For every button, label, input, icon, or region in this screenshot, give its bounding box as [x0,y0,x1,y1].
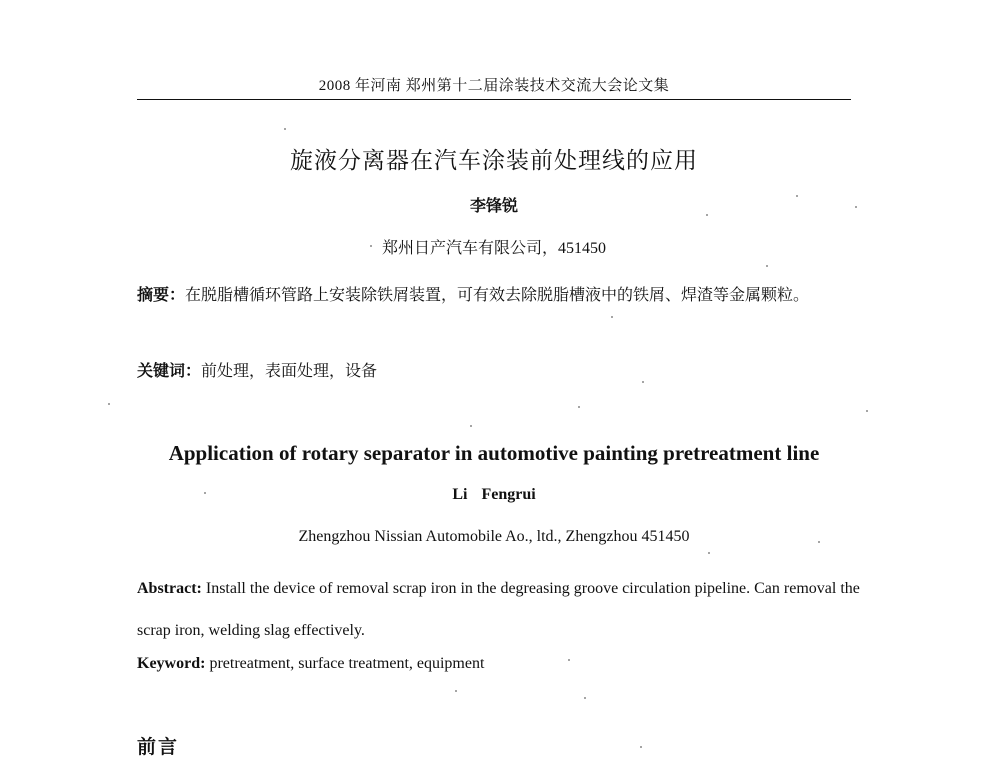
scan-speck [370,245,372,247]
scan-speck [108,403,110,405]
chinese-abstract-text: 在脱脂槽循环管路上安装除铁屑装置，可有效去除脱脂槽液中的铁屑、焊渣等金属颗粒。 [185,287,810,304]
scan-speck [611,316,613,318]
english-abstract-text: Install the device of removal scrap iron in the degreasing groove circulation pipeline. Can removal the scrap iron, welding slag effectively. [137,580,860,639]
english-abstract-label: Abstract: [137,580,202,597]
scan-speck [204,492,206,494]
scan-speck [818,541,820,543]
chinese-author: 李锋锐 [469,198,518,215]
scan-speck [568,659,570,661]
english-keywords-label: Keyword: [137,655,206,672]
english-title: Application of rotary separator in automotive painting pretreatment line [168,441,820,465]
chinese-title: 旋液分离器在汽车涂装前处理线的应用 [290,148,698,173]
chinese-keywords-label: 关键词： [137,363,202,380]
scan-speck [708,552,710,554]
scan-speck [706,214,708,216]
scan-speck [455,690,457,692]
english-keywords [137,650,857,678]
english-affiliation: Zhengzhou Nissian Automobile Ao., ltd., Zhengzhou 451450 [298,528,690,545]
chinese-keywords [137,357,857,387]
scan-speck [470,425,472,427]
english-author [137,486,851,504]
scan-speck [766,265,768,267]
chinese-abstract-label: 摘要： [137,287,186,304]
scan-speck [578,406,580,408]
scan-speck [642,381,644,383]
header-rule [137,99,851,100]
running-header: 2008 年河南 郑州第十二届涂装技术交流大会论文集 [318,78,670,94]
english-author-given: Fengrui [481,486,536,503]
scan-speck [855,206,857,208]
chinese-affiliation: 郑州日产汽车有限公司，451450 [381,240,606,257]
scan-speck [584,697,586,699]
chinese-abstract [137,275,857,316]
scan-speck [284,128,286,130]
english-abstract [137,568,862,652]
english-author-surname: Li [452,486,468,503]
scan-speck [866,410,868,412]
section-heading-preface: 前言 [137,737,180,758]
chinese-keywords-text: 前处理，表面处理，设备 [201,363,378,380]
scan-speck [796,195,798,197]
english-keywords-text: pretreatment, surface treatment, equipment [205,655,485,672]
scan-speck [640,746,642,748]
